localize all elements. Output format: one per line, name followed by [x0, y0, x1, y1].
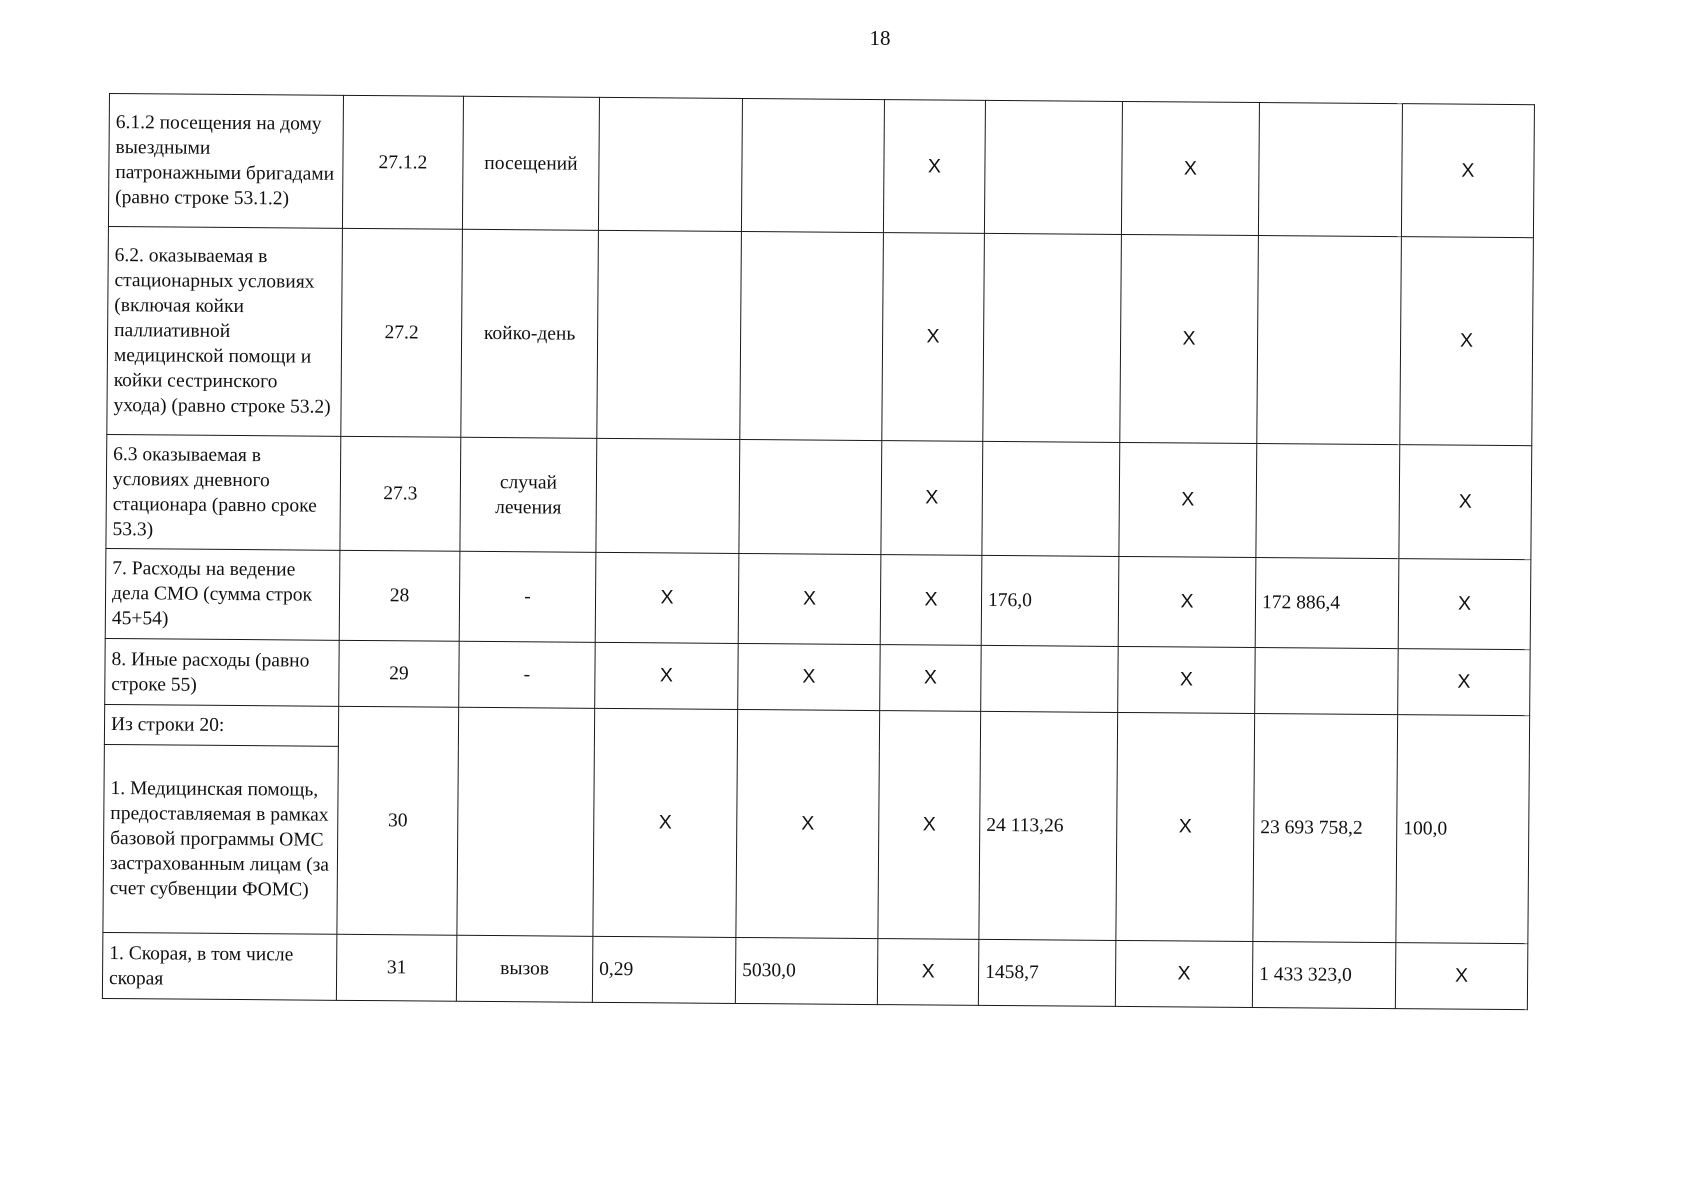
row-unit: койко-день	[461, 229, 599, 438]
cell-col7	[983, 233, 1122, 442]
cell-col4: X	[595, 642, 739, 709]
row-line-number: 27.3	[340, 436, 461, 551]
cell-col8: X	[1115, 940, 1253, 1007]
row-name: 1. Скорая, в том числе скорая	[102, 932, 337, 1000]
row-unit: -	[459, 551, 596, 642]
cell-col6: X	[880, 645, 982, 712]
cell-col8: X	[1116, 712, 1255, 941]
cell-col7: 24 113,26	[979, 711, 1118, 940]
cell-col8: X	[1118, 556, 1256, 647]
cell-col7: 176,0	[981, 555, 1119, 646]
cell-col8: X	[1118, 646, 1256, 713]
cell-col6: X	[880, 555, 982, 646]
cell-col6: X	[877, 939, 979, 1006]
row-unit	[457, 707, 595, 936]
cell-col5: X	[738, 553, 881, 644]
row-line-number: 28	[339, 550, 460, 641]
row-name: 8. Иные расходы (равно строке 55)	[105, 638, 340, 706]
cell-col6: X	[882, 233, 985, 442]
row-unit: посещений	[462, 96, 599, 230]
table-row	[107, 226, 1534, 445]
row-name: 1. Медицинская помощь, предоставляемая в рамках базовой программы ОМС застрахованным лицам (за счет субвенции ФОМС)	[103, 744, 338, 934]
cell-col10: X	[1395, 943, 1528, 1010]
cell-col4: X	[595, 552, 739, 643]
table-row	[108, 94, 1534, 238]
cell-col7	[984, 100, 1122, 234]
cell-col10: X	[1398, 649, 1531, 716]
cell-col7	[982, 441, 1120, 556]
cell-col10: X	[1400, 237, 1534, 446]
subheader-label: Из строки 20:	[104, 704, 338, 746]
row-unit: случай лечения	[460, 437, 597, 552]
table-row	[105, 638, 1530, 715]
row-line-number: 31	[336, 934, 457, 1001]
row-line-number: 27.1.2	[342, 95, 463, 229]
cell-col6: X	[878, 711, 981, 940]
table-row	[105, 548, 1531, 649]
cell-col9	[1258, 103, 1402, 237]
cell-col8: X	[1120, 234, 1259, 443]
row-unit: -	[459, 641, 596, 708]
data-table	[102, 93, 1535, 1010]
cell-col10: X	[1401, 104, 1534, 238]
cell-col5: X	[736, 709, 880, 938]
cell-col5	[739, 439, 882, 554]
cell-col9: 1 433 323,0	[1252, 942, 1396, 1009]
cell-col4: X	[593, 708, 738, 937]
page-number: 18	[869, 26, 891, 50]
cell-col9	[1256, 444, 1400, 559]
cell-col8: X	[1119, 442, 1257, 557]
table-row	[102, 932, 1527, 1009]
cell-col6: X	[883, 100, 985, 234]
cell-col8: X	[1121, 101, 1259, 235]
cell-col9: 23 693 758,2	[1253, 714, 1398, 943]
cell-col5	[741, 98, 884, 232]
cell-col10: X	[1399, 445, 1532, 560]
cell-col4	[598, 97, 742, 231]
cell-col9	[1255, 648, 1399, 715]
row-name: 6.3 оказываемая в условиях дневного стационара (равно сроке 53.3)	[106, 434, 341, 550]
cell-col10: 100,0	[1396, 715, 1530, 944]
cell-col10: X	[1398, 559, 1531, 650]
cell-col6: X	[881, 441, 983, 556]
cell-col7: 1458,7	[978, 939, 1116, 1006]
cell-col9: 172 886,4	[1255, 558, 1399, 649]
row-line-number: 29	[339, 640, 460, 707]
cell-col5	[740, 231, 884, 440]
row-name: 6.2. оказываемая в стационарных условиях (включая койки паллиативной медицинской помощи и койки сестринского ухода) (равно строке 53.2)	[107, 226, 343, 436]
row-unit: вызов	[456, 935, 593, 1002]
cell-col4	[596, 438, 740, 553]
cell-col4: 0,29	[592, 936, 736, 1003]
row-line-number: 27.2	[341, 228, 463, 437]
row-name: 6.1.2 посещения на дому выездными патронажными бригадами (равно строке 53.1.2)	[108, 94, 343, 229]
cell-col7	[981, 645, 1119, 712]
row-line-number: 30	[337, 706, 459, 935]
table-row	[106, 434, 1532, 559]
cell-col9	[1257, 236, 1402, 445]
cell-col5: 5030,0	[735, 937, 878, 1004]
cell-col5: X	[738, 643, 881, 710]
row-name: 7. Расходы на ведение дела СМО (сумма строк 45+54)	[105, 548, 340, 640]
cell-col4	[597, 230, 742, 439]
